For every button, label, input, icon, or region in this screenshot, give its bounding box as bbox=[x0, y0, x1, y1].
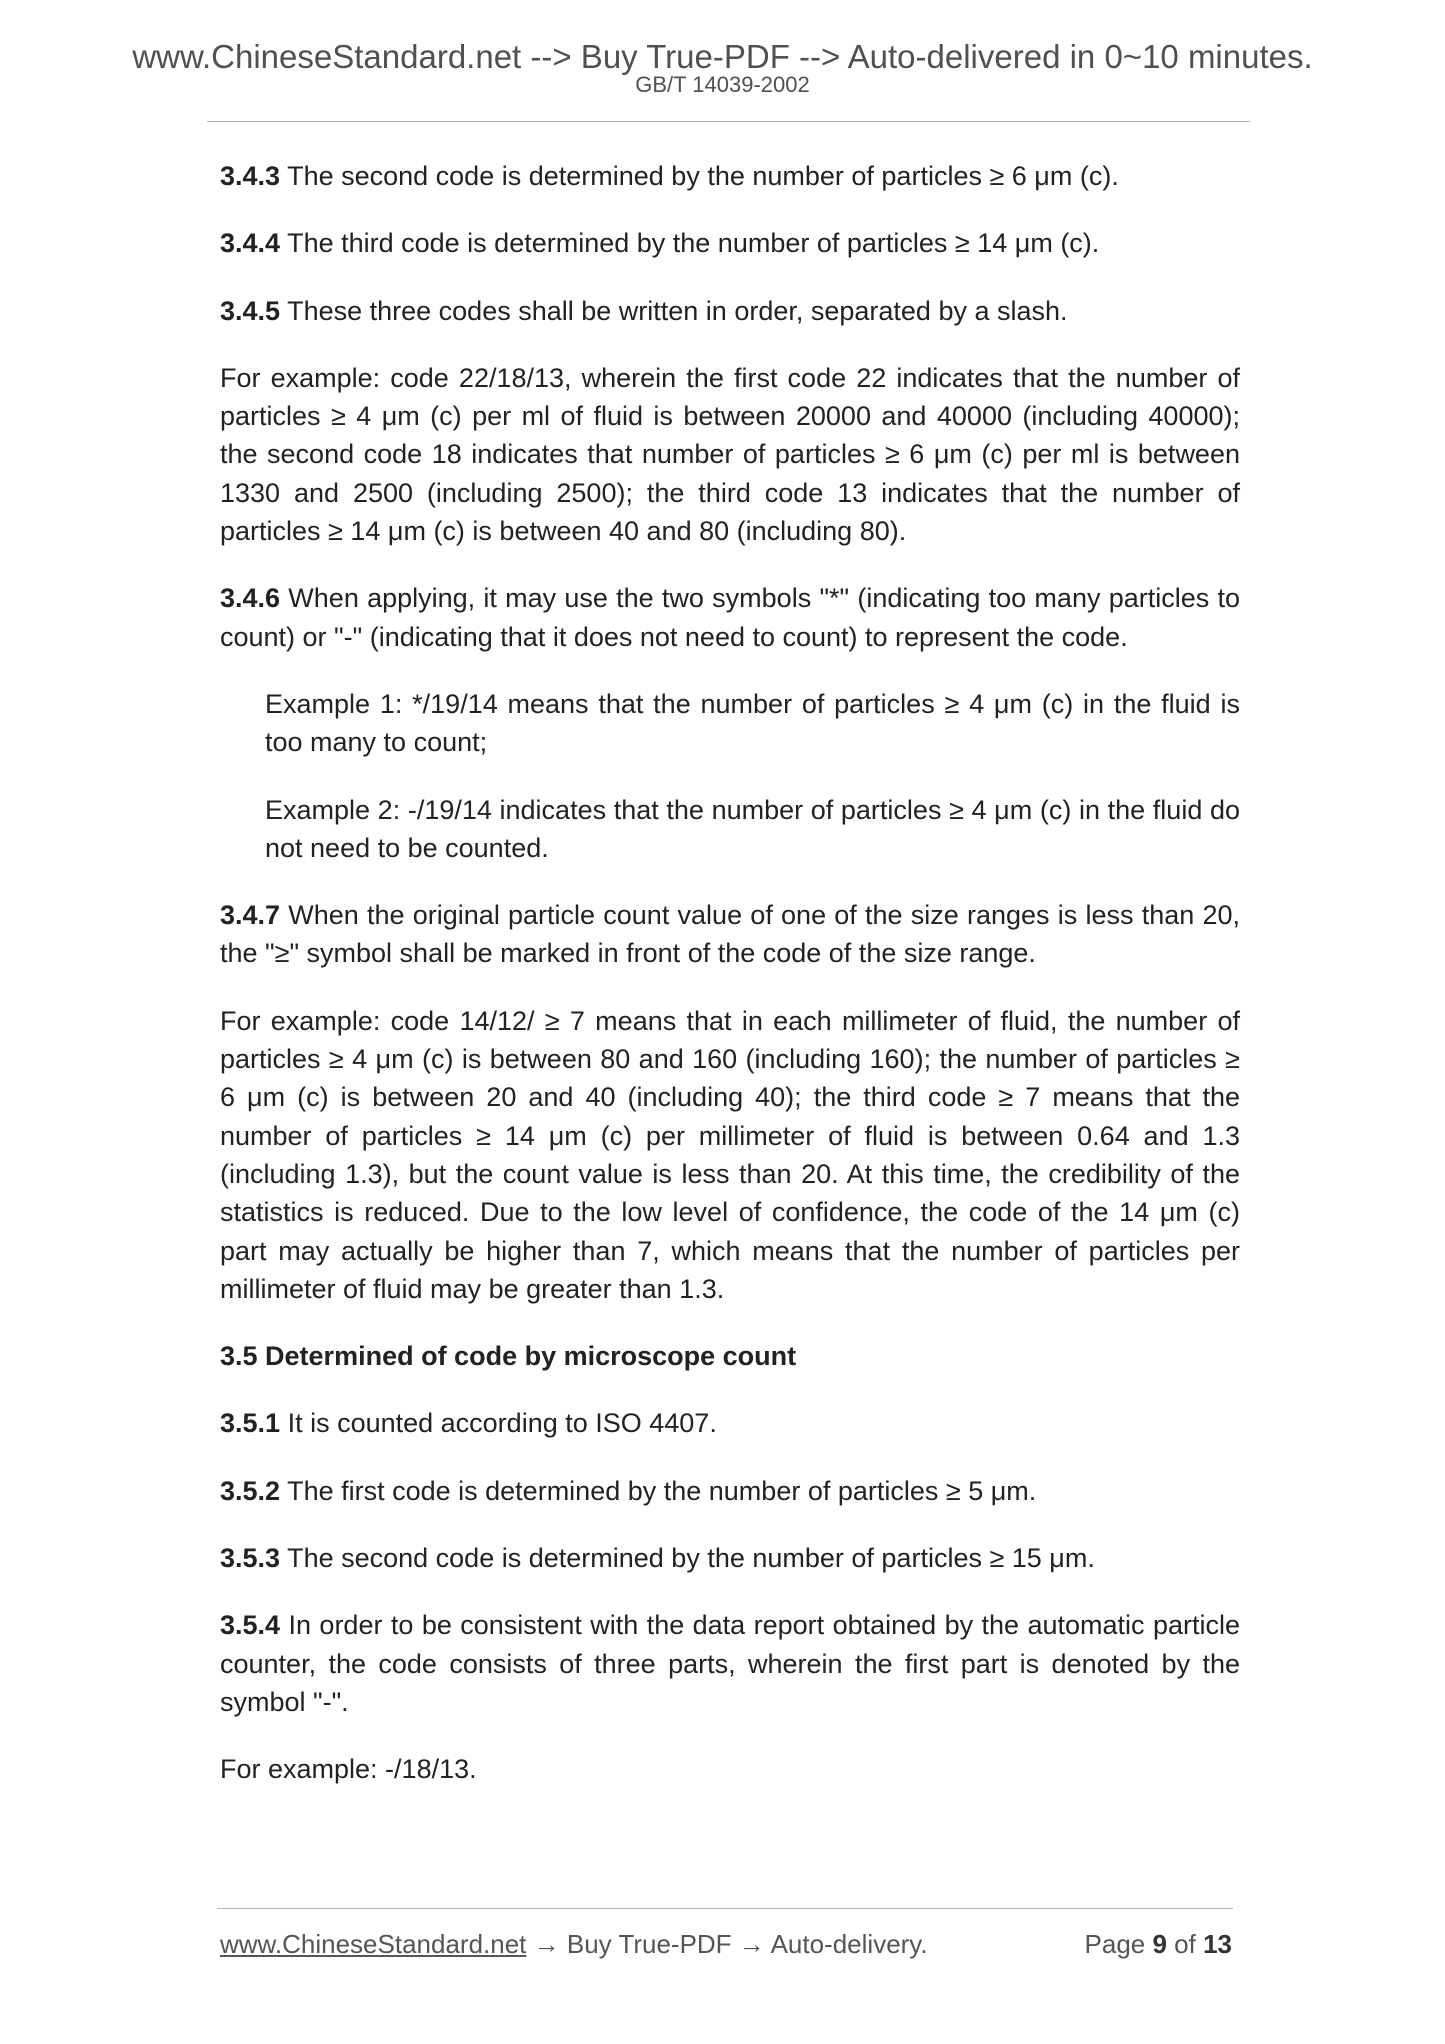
clause-text: When applying, it may use the two symbols "*" (indicating too many particles to count) or "-" (indicating that it does not need to count) to represent the code. bbox=[220, 583, 1240, 652]
footer-left bbox=[220, 1928, 928, 1960]
clause-3-5-3 bbox=[220, 1539, 1240, 1577]
clause-3-5-4 bbox=[220, 1606, 1240, 1721]
clause-text: When the original particle count value of one of the size ranges is less than 20, the "≥" symbol shall be marked in front of the code of the size range. bbox=[220, 900, 1240, 969]
clause-3-4-5 bbox=[220, 292, 1240, 330]
clause-text: In order to be consistent with the data report obtained by the automatic particle counter, the code consists of three parts, wherein the first part is denoted by the symbol "-". bbox=[220, 1610, 1240, 1717]
clause-number: 3.5.3 bbox=[220, 1543, 281, 1574]
example-paragraph bbox=[220, 1002, 1240, 1308]
paragraph-text: For example: -/18/13. bbox=[220, 1754, 477, 1785]
header-banner: www.ChineseStandard.net --> Buy True-PDF --> Auto-delivered in 0~10 minutes. bbox=[132, 38, 1313, 75]
page-number: 9 bbox=[1152, 1929, 1167, 1959]
clause-3-4-6 bbox=[220, 579, 1240, 656]
example-paragraph bbox=[220, 1750, 1240, 1788]
page-indicator bbox=[1085, 1928, 1232, 1960]
clause-3-4-3 bbox=[220, 157, 1240, 195]
section-heading: 3.5 Determined of code by microscope count bbox=[220, 1341, 797, 1372]
clause-number: 3.4.7 bbox=[220, 900, 281, 931]
footer-tagline: → Buy True-PDF → Auto-delivery. bbox=[526, 1929, 928, 1959]
clause-number: 3.5.2 bbox=[220, 1475, 281, 1506]
clause-text: The third code is determined by the number of particles ≥ 14 μm (c). bbox=[280, 228, 1100, 259]
example-1 bbox=[265, 685, 1240, 762]
clause-number: 3.4.3 bbox=[220, 161, 281, 191]
clause-text: These three codes shall be written in order, separated by a slash. bbox=[280, 295, 1068, 326]
example-paragraph bbox=[220, 359, 1240, 550]
clause-text: The first code is determined by the number of particles ≥ 5 μm. bbox=[280, 1475, 1037, 1506]
section-heading-3-5 bbox=[220, 1337, 1240, 1375]
clause-text: The second code is determined by the number of particles ≥ 6 μm (c). bbox=[280, 161, 1119, 191]
of-word: of bbox=[1166, 1929, 1204, 1959]
paragraph-text: Example 1: */19/14 means that the number of particles ≥ 4 μm (c) in the fluid is too many to count; bbox=[265, 688, 1240, 758]
total-pages: 13 bbox=[1203, 1929, 1232, 1959]
document-body bbox=[220, 157, 1240, 1818]
clause-3-4-7 bbox=[220, 896, 1240, 973]
clause-number: 3.4.5 bbox=[220, 295, 281, 326]
clause-text: The second code is determined by the number of particles ≥ 15 μm. bbox=[280, 1543, 1095, 1574]
site-link[interactable]: www.ChineseStandard.net bbox=[220, 1929, 527, 1959]
clause-number: 3.5.1 bbox=[220, 1408, 281, 1439]
clause-3-5-1 bbox=[220, 1404, 1240, 1442]
header-rule bbox=[207, 121, 1250, 122]
clause-number: 3.4.4 bbox=[220, 228, 281, 259]
page-word: Page bbox=[1084, 1929, 1153, 1959]
clause-number: 3.4.6 bbox=[220, 583, 281, 614]
example-2 bbox=[265, 791, 1240, 868]
paragraph-text: For example: code 14/12/ ≥ 7 means that in each millimeter of fluid, the number of particles ≥ 4 μm (c) is between 80 and 160 (including 160); the number of particles ≥ 6 μm (c) is between 20 and 40 (including 40); the third code ≥ 7 means that the number of particles ≥ 14 μm (c) per millimeter of fluid is between 0.64 and 1.3 (including 1.3), but the count value is less than 20. At this time, the credibility of the statistics is reduced. Due to the low level of confidence, the code of the 14 μm (c) part may actually be higher than 7, which means that the number of particles per millimeter of fluid may be greater than 1.3. bbox=[220, 1005, 1240, 1304]
clause-3-5-2 bbox=[220, 1472, 1240, 1510]
standard-code: GB/T 14039-2002 bbox=[635, 72, 810, 97]
footer-rule bbox=[217, 1908, 1233, 1909]
paragraph-text: Example 2: -/19/14 indicates that the number of particles ≥ 4 μm (c) in the fluid do not need to be counted. bbox=[265, 794, 1240, 863]
paragraph-text: For example: code 22/18/13, wherein the first code 22 indicates that the number of particles ≥ 4 μm (c) per ml of fluid is between 20000 and 40000 (including 40000); the second code 18 indicates that number of particles ≥ 6 μm (c) per ml is between 1330 and 2500 (including 2500); the third code 13 indicates that the number of particles ≥ 14 μm (c) is between 40 and 80 (including 80). bbox=[220, 362, 1240, 547]
clause-text: It is counted according to ISO 4407. bbox=[280, 1408, 717, 1439]
clause-3-4-4 bbox=[220, 224, 1240, 262]
clause-number: 3.5.4 bbox=[220, 1610, 281, 1641]
